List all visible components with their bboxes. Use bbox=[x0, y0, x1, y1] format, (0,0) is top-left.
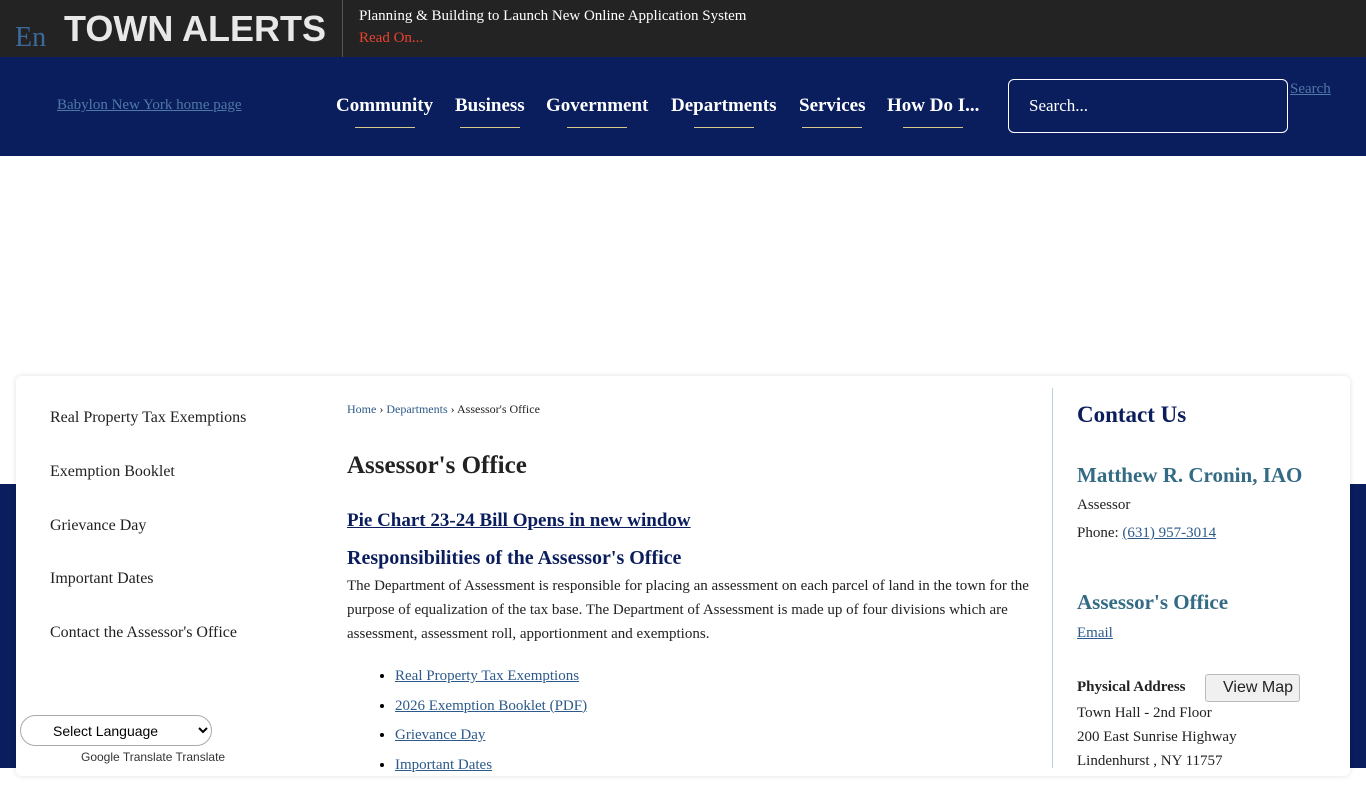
google-translate-label: Google Translate Translate bbox=[81, 750, 226, 764]
link-tax-exemptions[interactable]: Real Property Tax Exemptions bbox=[395, 668, 580, 684]
nav-departments[interactable]: Departments bbox=[671, 95, 777, 128]
breadcrumb-home[interactable]: Home bbox=[347, 402, 377, 416]
address-line: 200 East Sunrise Highway bbox=[1077, 729, 1237, 745]
page-title: Assessor's Office bbox=[347, 452, 527, 479]
alert-title: TOWN ALERTS bbox=[64, 8, 326, 49]
breadcrumb-separator: › bbox=[379, 402, 384, 416]
address-line: Town Hall - 2nd Floor bbox=[1077, 705, 1212, 721]
contact-title: Contact Us bbox=[1077, 402, 1187, 427]
alert-message: Planning & Building to Launch New Online Application System bbox=[359, 8, 747, 24]
contact-name: Matthew R. Cronin, IAO bbox=[1077, 463, 1303, 487]
nav-community[interactable]: Community bbox=[336, 95, 433, 128]
description-paragraph: The Department of Assessment is responsible for placing an assessment on each parcel of land in the town for the purpose of equalization of the tax base. The Department of Assessment is made up of four divisions which are assessment, assessment roll, apportionment and exemptions. bbox=[347, 578, 1029, 642]
alert-image: En bbox=[15, 22, 47, 50]
column-divider bbox=[1052, 388, 1053, 768]
address-line: Lindenhurst , NY 11757 bbox=[1077, 753, 1223, 769]
search-input[interactable] bbox=[1008, 79, 1288, 133]
home-logo-link[interactable]: Babylon New York home page bbox=[57, 97, 242, 113]
phone-link[interactable]: (631) 957-3014 bbox=[1122, 525, 1217, 541]
nav-business[interactable]: Business bbox=[455, 95, 525, 128]
sidebar-item-exemption-booklet[interactable]: Exemption Booklet bbox=[50, 463, 175, 480]
contact-phone bbox=[1077, 525, 1216, 542]
main-nav bbox=[0, 57, 1366, 156]
nav-services[interactable]: Services bbox=[799, 95, 865, 128]
divider bbox=[342, 0, 343, 57]
nav-how-do-i[interactable]: How Do I... bbox=[887, 95, 979, 128]
email-row bbox=[1077, 625, 1113, 642]
read-on-link[interactable]: Read On... bbox=[359, 30, 424, 46]
breadcrumb-departments[interactable]: Departments bbox=[386, 402, 448, 416]
contact-role: Assessor bbox=[1077, 497, 1131, 513]
link-exemption-booklet[interactable]: 2026 Exemption Booklet (PDF) bbox=[395, 697, 588, 714]
office-heading: Assessor's Office bbox=[1077, 590, 1229, 614]
pie-chart-link[interactable]: Pie Chart 23-24 Bill Opens in new window bbox=[347, 510, 691, 531]
nav-government[interactable]: Government bbox=[546, 95, 648, 128]
language-select[interactable] bbox=[20, 715, 212, 746]
resource-list bbox=[395, 668, 587, 786]
sidebar-item-grievance-day[interactable]: Grievance Day bbox=[50, 517, 147, 534]
breadcrumb-current: Assessor's Office bbox=[456, 402, 540, 416]
search-button[interactable]: Search bbox=[1290, 81, 1331, 97]
link-important-dates[interactable]: Important Dates bbox=[395, 756, 493, 773]
link-grievance-day[interactable]: Grievance Day bbox=[395, 727, 486, 743]
breadcrumb-separator: › bbox=[450, 402, 455, 416]
email-link[interactable]: Email bbox=[1077, 625, 1113, 641]
address-label: Physical Address bbox=[1077, 679, 1186, 695]
sidebar-item-tax-exemptions[interactable]: Real Property Tax Exemptions bbox=[50, 409, 247, 426]
view-map-button[interactable]: View Map bbox=[1205, 674, 1300, 702]
alert-bar bbox=[0, 0, 1366, 57]
sidebar-item-important-dates[interactable]: Important Dates bbox=[50, 570, 154, 587]
sidebar-item-contact[interactable]: Contact the Assessor's Office bbox=[50, 624, 237, 641]
section-heading: Responsibilities of the Assessor's Office bbox=[347, 547, 682, 569]
breadcrumb bbox=[347, 402, 540, 417]
phone-label: Phone: bbox=[1077, 525, 1123, 541]
